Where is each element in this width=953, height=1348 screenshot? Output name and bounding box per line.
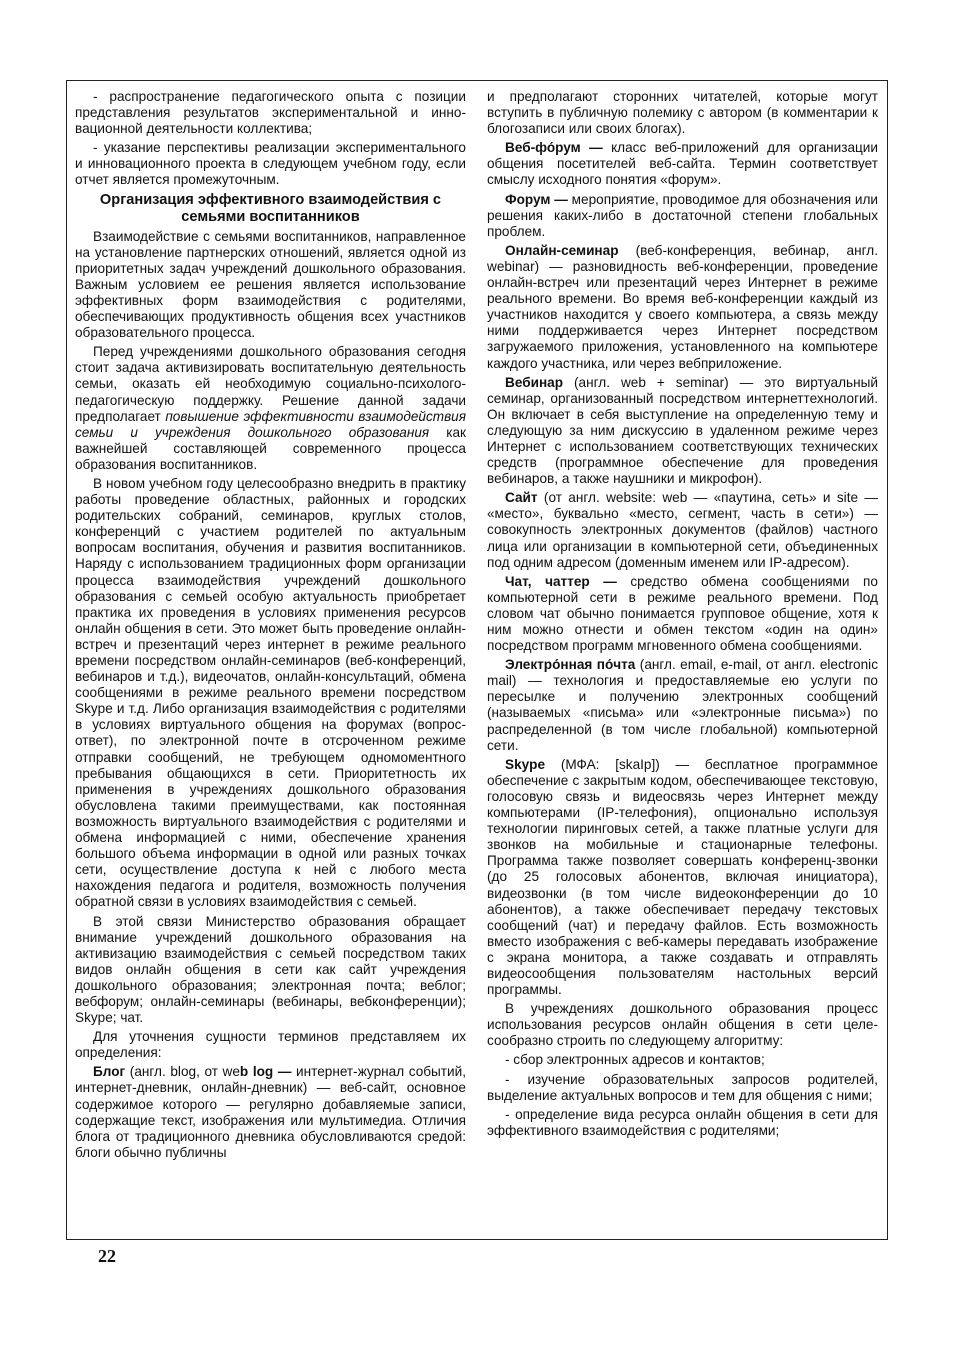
term: Вебинар [505, 374, 564, 390]
term: Форум — [505, 191, 568, 207]
term: b log — [239, 1064, 292, 1080]
definition-skype [487, 757, 878, 998]
text-run: (от англ. website: web — «паутина, сеть» и site — «место», буквально «место, сегмент, часть в сети») — совокупность электронных документов (файлов) частного лица или организации в компьютерной сети, объединенных под одним адресом (доменным именем или IP-адресом). [487, 490, 878, 570]
text-run: (веб-конференция, вебинар, англ. webinar) — разновидность веб-конференции, проведение онлайн-встреч или презентаций через Интернет в режиме реального времени. Во время веб-конференции каждый из участников находится у своего компьютера, а связь между ними поддерживается через Интернет посредством загружаемого приложения, установленного на компьютере каждого участника, или через вебприложение. [487, 242, 878, 371]
paragraph: - указание перспективы реализации экспериментального и инновационного проекта в следующем учебном году, если отчет является промежуточным. [75, 140, 466, 188]
page-number: 22 [98, 1246, 116, 1266]
definition-webinar [487, 375, 878, 488]
list-item: - изучение образовательных запросов родителей, выделение актуальных вопросов и тем для общения с ними; [487, 1071, 878, 1103]
definition-email [487, 657, 878, 754]
text-run: (англ. web + seminar) — это виртуальный семинар, организованный посредством интернеттехнологий. Он включает в себя выступление на определенную тему и следующую за ним дискуссию в удаленном режиме через Интернет с использованием соответствующих технических средств (программное обеспечение для проведения вебинаров, а также наушники и микрофон). [487, 374, 878, 487]
paragraph: - распространение педагогического опыта с позиции представления результатов экспериментальной и инновационной деятельности коллектива; [75, 89, 466, 137]
paragraph [75, 344, 466, 473]
term: Блог [93, 1064, 126, 1080]
definition-forum [487, 192, 878, 240]
term: Чат, чаттер — [505, 573, 617, 589]
definition-blog [75, 1064, 466, 1161]
text-run: (англ. blog, от we [125, 1064, 240, 1080]
text-run: Перед учреждениями дошкольного образования сегодня стоит задача активизировать воспитательную деятельность семьи, оказать ей необходимую социально-психолого-педагогическую поддержку. Решение данной задачи предполагает [75, 344, 466, 424]
paragraph: В новом учебном году целесообразно внедрить в практику работы проведение областных, районных и городских родительских собраний, семинаров, круглых столов, конференций с участием родителей по актуальным вопросам воспитания, обучения и развития воспитанников. Наряду с использованием традиционных форм организации процесса взаимодействия учреждений дошкольного образования с семьей особую актуальность приобретает практика их проведения в условиях применения ресурсов онлайн общения в сети. Это может быть проведение онлайн-встреч и презентаций через интернет в режиме реального времени посредством онлайн-семинаров (веб-конференций, вебинаров и т.д.), видеочатов, онлайн-консультаций, обмена сообщениями в режиме реального времени посредством Skype и т.д. Либо организация взаимодействия с родителями в условиях виртуального общения на форумах (вопрос-ответ), по электронной почте в отсроченном режиме отправки сообщений, не требующем одномоментного пребывания общающихся в сети. Приоритетность их применения в учреждениях дошкольного образования обусловлена такими преимуществами, как постоянная возможность виртуального взаимодействия с родителями и обмена информацией с ними, обеспечение хранения большого объема информации в одной или разных точках сети, осуществление доступа к ней с любого места нахождения педагога и родителя, возможность получения обратной связи в условиях взаимодействия с семьей. [75, 475, 466, 910]
text-run: мероприятие, проводимое для обозначения или решения каких-либо в достаточной степени глобальных проблем. [487, 191, 878, 239]
term: Онлайн-семинар [505, 242, 619, 258]
definition-site [487, 490, 878, 570]
text-run: (англ. email, e-mail, от англ. electronic mail) — технология и предоставляемые ею услуги по пересылке и получению электронных сообщений (называемых «письма» или «электронные письма») по распределенной (в том числе глобальной) компьютерной сети. [487, 657, 878, 753]
section-heading: Организация эффективного взаимодействия с семьями воспитанников [99, 191, 442, 225]
text-run: интернет-журнал событий, интернет-дневник, онлайн-дневник) — веб-сайт, основное содержимое которого — регулярно добавляемые записи, содержащие текст, изображения или мультимедиа. Отличия блога от традиционного дневника обусловливаются средой: блоги обычно публичны [75, 1064, 466, 1160]
term: Веб-фо́рум — [505, 140, 603, 156]
paragraph: и предполагают сторонних читателей, которые могут вступить в публичную полемику с автором (в комментарии к блогозаписи или своих блогах). [487, 89, 878, 137]
definition-webforum [487, 140, 878, 188]
term: Skype [505, 756, 546, 772]
paragraph: В этой связи Министерство образования обращает внимание учреждений дошкольного образования на активизацию взаимодействия с семьей посредством таких видов онлайн общения в сети как сайт учреждения дошкольного образования; электронная почта; веблог; вебфорум; онлайн-семинары (вебинары, вебконференции); Skype; чат. [75, 913, 466, 1026]
paragraph: В учреждениях дошкольного образования процесс использования ресурсов онлайн общения в сети целесообразно строить по следующему алгоритму: [487, 1001, 878, 1049]
right-column [487, 89, 878, 1142]
list-item: - определение вида ресурса онлайн общения в сети для эффективного взаимодействия с родителями; [487, 1106, 878, 1138]
paragraph: Взаимодействие с семьями воспитанников, направленное на установление партнерских отношений, является одной из приоритетных задач учреждений дошкольного образования. Важным условием ее решения является использование эффективных форм взаимодействия с родителями, обеспечивающих продуктивность общения всех участников образовательного процесса. [75, 228, 466, 341]
text-run: средство обмена сообщениями по компьютерной сети в режиме реального времени. Под словом чат обычно понимается групповое общение, хотя к ним можно отнести и обмен текстом «один на один» посредством программ мгновенного обмена сообщениями. [487, 573, 878, 654]
text-run: (МФА: [skaIp]) — бесплатное программное обеспечение с закрытым кодом, обеспечивающее текстовую, голосовую связь и видеосвязь через Интернет между компьютерами (IP-телефония), опционально используя технологии пиринговых сетей, а также платные услуги для звонков на мобильные и стационарные телефоны. Программа также позволяет совершать конференц-звонки (до 25 голосовых абонентов, включая инициатора), видеозвонки (в том числе видеоконференции до 10 абонентов), а также обеспечивает передачу текстовых сообщений (чат) и передачу файлов. Есть возможность вместо изображения с веб-камеры передавать изображение с экрана монитора, а также создавать и отправлять видеосообщения пользователям настольных версий программы. [487, 756, 878, 998]
text-run: класс веб-приложений для организации общения посетителей веб-сайта. Термин соответствует смыслу исходного понятия «форум». [487, 140, 878, 188]
term: Сайт [505, 490, 538, 506]
definition-online-seminar [487, 243, 878, 372]
term: Электро́нная по́чта [505, 657, 636, 673]
text-run: как важнейшей составляющей современного процесса образования воспитанников. [75, 424, 466, 472]
left-column [75, 89, 466, 1164]
definition-chat [487, 574, 878, 654]
list-item: - сбор электронных адресов и контактов; [505, 1052, 765, 1068]
paragraph: Для уточнения сущности терминов представляем их определения: [75, 1029, 466, 1061]
emphasis-text: повышение эффективности взаимодействия семьи и учреждения дошкольного образования [75, 408, 467, 440]
